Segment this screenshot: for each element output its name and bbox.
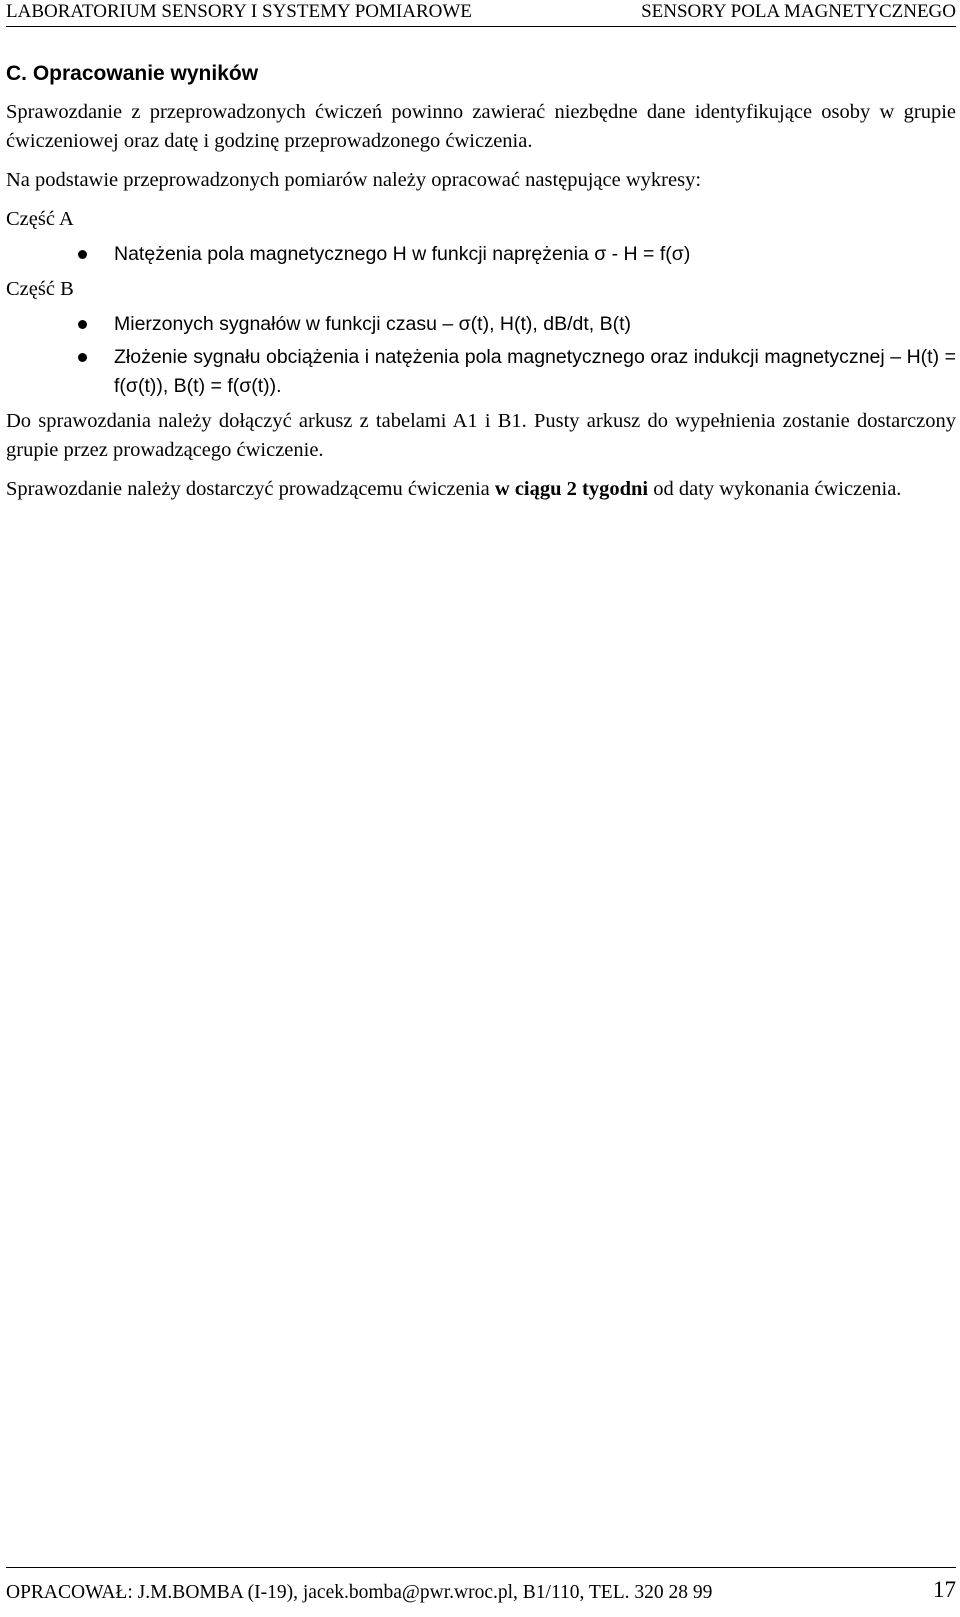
paragraph-report-contents: Sprawozdanie z przeprowadzonych ćwiczeń powinno zawierać niezbędne dane identyfikujące osoby w grupie ćwiczeniowej oraz datę i godzinę przeprowadzonego ćwiczenia. [6, 101, 956, 152]
document-body [6, 60, 956, 514]
list-item [6, 240, 956, 269]
part-b-list [6, 310, 956, 401]
deadline-emphasis: w ciągu 2 tygodni [494, 478, 649, 500]
bullet-icon [78, 320, 87, 329]
section-title: C. Opracowanie wyników [6, 62, 259, 85]
page-number: 17 [933, 1577, 956, 1602]
part-a-list [6, 240, 956, 269]
bullet-icon [78, 250, 87, 259]
list-item [6, 343, 956, 401]
header-left-title: LABORATORIUM SENSORY I SYSTEMY POMIAROWE [6, 1, 472, 22]
list-item-text: Złożenie sygnału obciążenia i natężenia pola magnetycznego oraz indukcji magnetycznej – H(t) = f(σ(t)), B(t) = f(σ(t)). [114, 346, 956, 397]
list-item-text: Mierzonych sygnałów w funkcji czasu – σ(t), H(t), dB/dt, B(t) [114, 313, 632, 335]
paragraph-deadline [6, 475, 956, 504]
footer-author: OPRACOWAŁ: J.M.BOMBA (I-19), jacek.bomba@pwr.wroc.pl, B1/110, TEL. 320 28 99 [6, 1582, 713, 1603]
list-item [6, 310, 956, 339]
deadline-text-before: Sprawozdanie należy dostarczyć prowadzącemu ćwiczenia [6, 478, 495, 500]
part-a-label: Część A [6, 208, 74, 230]
paragraph-charts-intro: Na podstawie przeprowadzonych pomiarów należy opracować następujące wykresy: [6, 169, 702, 191]
page-header [6, 0, 956, 27]
bullet-icon [78, 353, 87, 362]
paragraph-attachment: Do sprawozdania należy dołączyć arkusz z tabelami A1 i B1. Pusty arkusz do wypełnienia zostanie dostarczony grupie przez prowadzącego ćwiczenie. [6, 410, 956, 461]
list-item-text: Natężenia pola magnetycznego H w funkcji naprężenia σ - H = f(σ) [114, 243, 691, 265]
page-footer [6, 1567, 956, 1608]
header-right-title: SENSORY POLA MAGNETYCZNEGO [641, 1, 956, 22]
part-b-label: Część B [6, 278, 74, 300]
deadline-text-after: od daty wykonania ćwiczenia. [648, 478, 902, 500]
